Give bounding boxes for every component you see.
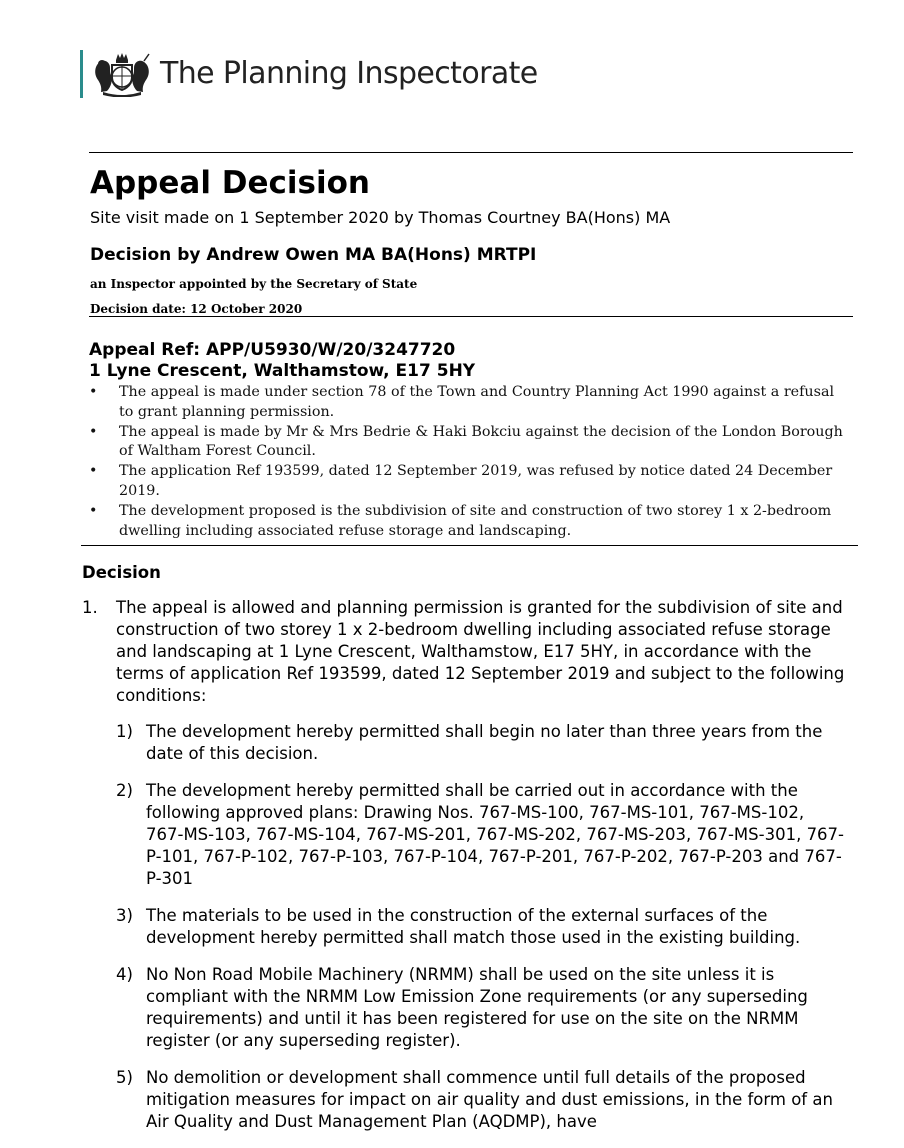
list-item: [89, 383, 849, 423]
logo-accent-bar: [80, 50, 83, 98]
condition-item: [116, 905, 846, 949]
paragraph-number: 1.: [82, 598, 98, 617]
condition-text: The materials to be used in the construction of the external surfaces of the development hereby permitted shall match those used in the existing building.: [146, 906, 801, 947]
list-item: [89, 423, 849, 463]
bullet-icon: •: [89, 502, 98, 519]
decision-heading: Decision: [82, 563, 161, 582]
site-address: 1 Lyne Crescent, Walthamstow, E17 5HY: [89, 361, 476, 381]
condition-number: 1): [116, 722, 133, 741]
bullet-icon: •: [89, 423, 98, 440]
appeal-reference: Appeal Ref: APP/U5930/W/20/3247720: [89, 340, 456, 360]
inspector-appointed-line: an Inspector appointed by the Secretary of State: [90, 277, 418, 291]
decision-by-line: Decision by Andrew Owen MA BA(Hons) MRTPI: [90, 245, 537, 265]
decision-paragraph: [82, 597, 852, 707]
condition-text: No Non Road Mobile Machinery (NRMM) shall be used on the site unless it is compliant with the NRMM Low Emission Zone requirements (or any superseding requirements) and until it has been registered for use on the site on the NRMM register (or any superseding register).: [146, 965, 808, 1050]
organisation-name: The Planning Inspectorate: [160, 56, 538, 91]
site-visit-line: Site visit made on 1 September 2020 by Thomas Courtney BA(Hons) MA: [90, 208, 671, 227]
condition-item: [116, 721, 846, 765]
condition-item: [116, 964, 846, 1052]
condition-number: 2): [116, 781, 133, 800]
condition-text: No demolition or development shall commence until full details of the proposed mitigation measures for impact on air quality and dust emissions, in the form of an Air Quality and Dust Management Plan (AQDMP), have: [146, 1068, 833, 1131]
header-divider: [89, 152, 853, 153]
condition-number: 5): [116, 1068, 133, 1087]
list-item-text: The appeal is made by Mr & Mrs Bedrie & Haki Bokciu against the decision of the London Borough of Waltham Forest Council.: [119, 423, 843, 460]
appeal-details-list: [89, 383, 849, 541]
decision-date: Decision date: 12 October 2020: [90, 302, 303, 316]
bullet-icon: •: [89, 384, 98, 400]
appeal-summary-divider: [81, 545, 858, 546]
list-item: [89, 502, 849, 542]
conditions-list: [116, 721, 846, 1148]
list-item: [89, 462, 849, 502]
condition-text: The development hereby permitted shall begin no later than three years from the date of this decision.: [146, 722, 823, 763]
condition-number: 4): [116, 965, 133, 984]
paragraph-text: The appeal is allowed and planning permission is granted for the subdivision of site and construction of two storey 1 x 2-bedroom dwelling including associated refuse storage and landscaping at 1 Lyne Crescent, Walthamstow, E17 5HY, in accordance with the terms of application Ref 193599, dated 12 September 2019 and subject to the following conditions:: [116, 598, 845, 705]
list-item-text: The application Ref 193599, dated 12 September 2019, was refused by notice dated 24 December 2019.: [119, 463, 833, 499]
list-item-text: The appeal is made under section 78 of the Town and Country Planning Act 1990 against a refusal to grant planning permission.: [119, 384, 835, 420]
document-title: Appeal Decision: [90, 165, 370, 201]
condition-item: [116, 1067, 846, 1133]
condition-number: 3): [116, 906, 133, 925]
condition-text: The development hereby permitted shall be carried out in accordance with the following approved plans: Drawing Nos. 767-MS-100, 767-MS-101, 767-MS-102, 767-MS-103, 767-MS-104, 767-MS-201, 767-MS-202, 767-MS-203, 767-MS-301, 767-P-101, 767-P-102, 767-P-103, 767-P-104, 767-P-201, 767-P-202, 767-P-203 and 767-P-301: [146, 781, 845, 888]
royal-coat-of-arms-icon: [93, 51, 151, 97]
list-item-text: The development proposed is the subdivision of site and construction of two storey 1 x 2-bedroom dwelling including associated refuse storage and landscaping.: [119, 502, 832, 539]
bullet-icon: •: [89, 463, 98, 480]
condition-item: [116, 780, 846, 890]
